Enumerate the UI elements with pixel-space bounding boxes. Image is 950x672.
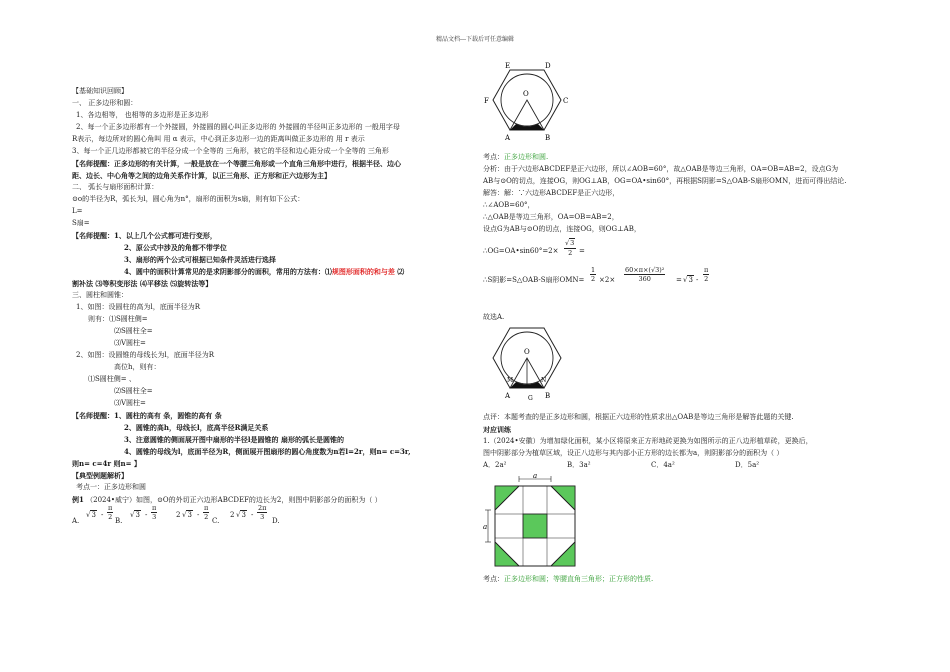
highlight-red: 规图形面积的和与差 [331,267,395,276]
analysis-line: 分析：由于六边形ABCDEF是正六边形，所以∠AOB=60°，故△OAB是等边三角形，OA=OB=AB=2，设点G为 [483,165,839,173]
hex-label: D [545,62,551,70]
hexagon-figure-2 [483,324,573,404]
tip-line: 割补法 ⑶等积变形法 ⑷平移法 ⑸旋转法等】 [72,279,213,288]
text-line: R表示，每边所对的圆心角叫 用 α 表示，中心到正多边形一边的距离叫做正多边形的 用 r 表示 [72,135,365,143]
option-b[interactable]: B．3a² [567,461,591,469]
tip-line: 3、注意圆锥的侧面展开图中扇形的半径l是圆锥的 扇形的弧长是圆锥的 [124,435,344,444]
section-heading: 一、 正多边形和圆： [72,99,138,107]
tip-line: 则n= c=4r 则n= 】 [72,459,141,468]
hex-label: A [505,392,511,400]
tip-line: 2、原公式中涉及的角都不带学位 [124,243,227,252]
hex-label: B [545,134,551,142]
section-heading: 三、圆柱和圆锥： [72,291,128,299]
page-header: 精品文档---下载后可任意编辑 [435,36,515,43]
hex-label: G [528,395,533,402]
text-line: 则有：⑴S圆柱侧= [88,315,148,323]
hex-label: F [484,97,489,105]
hex-label: N [541,377,547,384]
formula-line: L= [72,207,83,215]
text-line: 2、如图：设圆锥的母线长为l，底面半径为R [76,351,214,359]
fig-label: a [483,523,488,531]
text-line: 1、如图：设圆柱的高为l，底面半径为R [76,303,200,311]
answer-line: 故选A. [483,313,505,321]
hexagon-figure-1 [483,60,573,146]
text-line: 高位h，则有： [114,363,161,371]
tip-line: 3、扇形的两个公式可根据已知条件灵活进行选择 [124,255,276,264]
text-line: 1、各边相等， 也相等的多边形是正多边形 [76,111,209,119]
hex-label: B [545,392,551,400]
text-line: ⑶V圆柱= [114,339,146,347]
option-c[interactable]: C．4a² [651,461,675,469]
section-title: 【基础知识回顾】 [72,87,128,95]
solution-line: 解答：解：∵六边形ABCDEF是正六边形， [483,189,620,197]
example-line: 例1 （2024•威宁）如图，⊙O的外切正六边形ABCDEF的边长为2，则图中阴影部分的面积为（ ） [72,495,382,504]
tip-line: 4、圆锥的母线为l，底面半径为R，侧面展开图扇形的圆心角度数为n若l=2r，则n= c=3r, [124,447,411,456]
tip-line: 2、圆锥的高h，母线长l，底高半径R满足关系 [124,423,269,432]
hex-label: M [507,377,514,384]
option-d[interactable]: D．5a² [735,461,760,469]
tip-line: 【名师提醒：正多边形的有关计算，一般是放在一个等腰三角形或一个直角三角形中进行，根据半径、边心 [72,159,401,168]
solution-line: ∴△OAB是等边三角形，OA=OB=AB=2， [483,213,619,221]
note-line: 点评：本题考查的是正多边形和圆，根据正六边形的性质求出△OAB是等边三角形是解答此题的关键. [483,413,794,421]
analysis-line: AB与⊙O的切点，连接OG，则OG⊥AB，OG=OA•sin60°，再根据S阴影=S△OAB-S扇形OMN，进而可得出结论. [483,177,847,185]
tip-line: 【名师提醒：1、圆柱的高有 条，圆锥的高有 条 [72,411,222,420]
text-line: 3、每一个正几边形都被它的半径分成一个全等的 三角形，被它的半径和边心距分成一个全等的 三角形 [72,147,389,155]
hex-label: E [505,62,511,70]
text-line: ⑴S圆柱侧= 、 [88,375,136,383]
tip-line: 4、圆中的面积计算常见的是求阴影部分的面积，常用的方法有：⑴规图形面积的和与差 ⑵ [124,267,405,276]
kp-line: 考点：正多边形和圆；等腰直角三角形；正方形的性质. [483,575,654,583]
solution-line: ∴∠AOB=60°， [483,201,535,209]
question-line: 1.（2024•安徽）为增加绿化面积，某小区将原来正方形地砖更换为如图所示的正八边形植草砖，更换后， [483,437,813,445]
question-line: 图中阴影部分为植草区域，设正八边形与其内部小正方形的边长都为a，则阴影部分的面积为（ ） [483,449,784,457]
solution-line: 设点G为AB与⊙O的切点，连接OG，则OG⊥AB， [483,225,641,233]
kp-line: 考点：正多边形和圆. [483,153,549,161]
option-a[interactable]: A．2a² [483,461,507,469]
text-line: ⑵S圆柱全= [114,387,153,395]
formula-line: S扇= [72,219,90,227]
hex-label: C [563,97,569,105]
tip-line: 距、边长、中心角等之间的边角关系作计算，以正三角形、正方形和正六边形为主】 [72,171,331,180]
text-line: ⑶V圆柱= [114,399,146,407]
fig-label: a [533,474,538,480]
octagon-tile-figure [483,474,579,574]
text-line: ⊙o的半径为R，弧长为l，圆心角为n°，扇形的面积为s扇，则有如下公式： [72,195,305,203]
text-line: 考点一：正多边形和圆 [76,483,146,491]
section-title: 对应训练 [483,425,511,434]
tip-line: 【名师提醒：1、以上几个公式都可进行变形， [72,231,217,240]
hex-label: O [523,90,529,98]
text-line: ⑵S圆柱全= [114,327,153,335]
text-line: 2、每一个正多边形都有一个外接圆，外接圆的圆心叫正多边形的 外接圆的半径叫正多边形的 一般用字母 [76,123,400,131]
hex-label: A [505,134,511,142]
section-title: 【典型例题解析】 [72,471,128,480]
section-heading: 二、 弧长与扇形面积计算： [72,183,159,191]
hex-label: O [524,348,530,356]
